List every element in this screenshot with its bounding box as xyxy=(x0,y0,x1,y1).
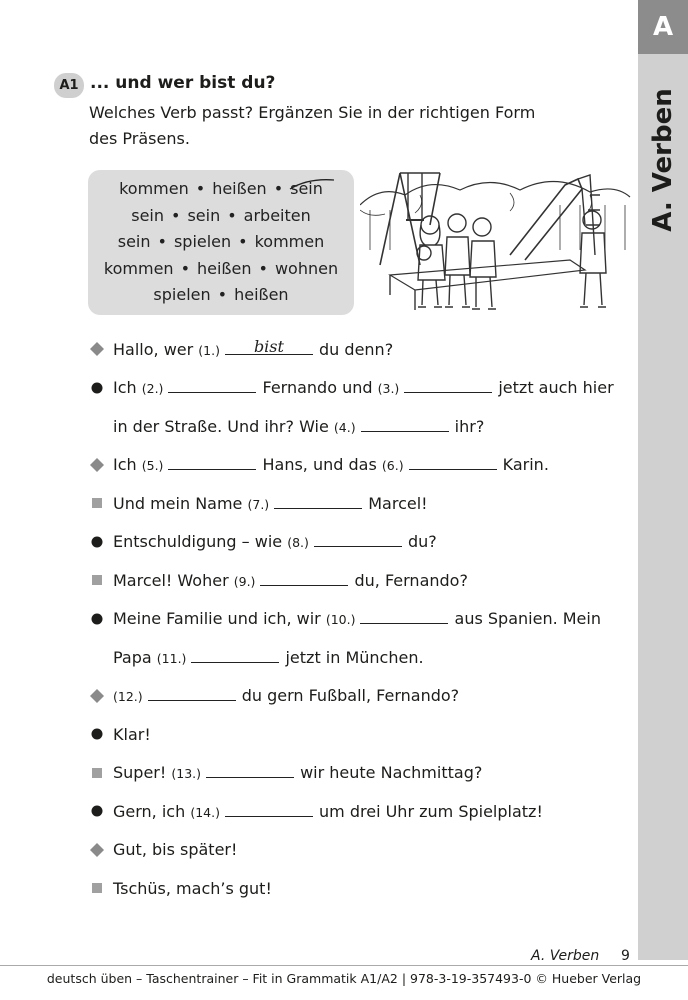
word-separator: • xyxy=(273,179,284,199)
dialog-line xyxy=(89,330,629,369)
section-side-tab xyxy=(638,0,688,960)
answer-blank[interactable] xyxy=(314,534,402,547)
word-option: spielen xyxy=(153,285,211,305)
gap-number: (13.) xyxy=(171,766,205,782)
sample-answer: bist xyxy=(253,336,284,356)
word-option: heißen xyxy=(197,258,252,278)
word-box-line xyxy=(119,176,323,203)
gap-number: (4.) xyxy=(333,419,360,435)
word-separator: • xyxy=(180,258,190,278)
dialog-exercise xyxy=(89,330,629,908)
word-option: sein xyxy=(187,205,221,225)
word-option: sein xyxy=(131,205,165,225)
dialog-text: Ich (5.) Hans, und das (6.) Karin. xyxy=(113,455,549,475)
answer-blank[interactable] xyxy=(225,336,313,356)
page-number: 9 xyxy=(621,948,630,964)
answer-blank[interactable] xyxy=(191,650,279,663)
word-option: kommen xyxy=(103,258,174,278)
circle-bullet-icon xyxy=(89,534,105,550)
word-separator: • xyxy=(195,179,206,199)
answer-blank[interactable] xyxy=(168,457,256,470)
word-option: wohnen xyxy=(274,258,339,278)
dialog-text: Papa (11.) jetzt in München. xyxy=(113,647,424,667)
word-option: kommen xyxy=(119,179,189,199)
dialog-text: Und mein Name (7.) Marcel! xyxy=(113,493,428,513)
page-section-label: A. Verben xyxy=(531,948,600,964)
section-title-vertical: A. Verben xyxy=(648,88,678,232)
word-separator: • xyxy=(258,258,268,278)
answer-blank[interactable] xyxy=(206,765,294,778)
dialog-text: (12.) du gern Fußball, Fernando? xyxy=(113,686,460,706)
dialog-text: Entschuldigung – wie (8.) du? xyxy=(113,532,437,552)
dialog-text: Gern, ich (14.) um drei Uhr zum Spielplatz! xyxy=(113,801,543,821)
dialog-line xyxy=(89,638,629,677)
gap-number: (2.) xyxy=(141,381,168,397)
word-box xyxy=(88,170,354,315)
playground-illustration xyxy=(360,165,632,315)
dialog-line xyxy=(89,715,629,754)
exercise-title: ... und wer bist du? xyxy=(90,73,276,93)
diamond-bullet-icon xyxy=(89,688,105,704)
dialog-line xyxy=(89,369,629,408)
dialog-line xyxy=(89,561,629,600)
answer-blank[interactable] xyxy=(225,804,313,817)
diamond-bullet-icon xyxy=(89,341,105,357)
dialog-text: Tschüs, mach’s gut! xyxy=(113,878,272,898)
dialog-text: Gut, bis später! xyxy=(113,840,238,860)
answer-blank[interactable] xyxy=(360,611,448,624)
word-box-line xyxy=(118,229,325,256)
dialog-line xyxy=(89,446,629,485)
word-option: heißen xyxy=(234,285,289,305)
dialog-line xyxy=(89,484,629,523)
word-option: spielen xyxy=(173,232,232,252)
gap-number: (14.) xyxy=(190,804,224,820)
exercise-number-badge: A1 xyxy=(54,73,84,98)
gap-number: (12.) xyxy=(113,689,147,705)
exercise-instruction: Welches Verb passt? Ergänzen Sie in der richtigen Form des Präsens. xyxy=(89,103,536,148)
gap-number: (6.) xyxy=(381,458,408,474)
word-separator: • xyxy=(238,232,248,252)
circle-bullet-icon xyxy=(89,611,105,627)
answer-blank[interactable] xyxy=(409,457,497,470)
word-separator: • xyxy=(227,205,237,225)
square-bullet-icon xyxy=(89,495,105,511)
diamond-bullet-icon xyxy=(89,842,105,858)
word-separator: • xyxy=(217,285,228,305)
word-option-used: sein xyxy=(290,176,323,203)
dialog-line xyxy=(89,523,629,562)
diamond-bullet-icon xyxy=(89,457,105,473)
footer-divider xyxy=(0,965,688,966)
dialog-line xyxy=(89,792,629,831)
gap-number: (5.) xyxy=(141,458,168,474)
answer-blank[interactable] xyxy=(404,380,492,393)
answer-blank[interactable] xyxy=(168,380,256,393)
dialog-line xyxy=(89,831,629,870)
strikethrough-mark xyxy=(288,178,336,192)
circle-bullet-icon xyxy=(89,803,105,819)
word-box-line xyxy=(104,256,338,283)
gap-number: (8.) xyxy=(287,535,313,551)
answer-blank[interactable] xyxy=(274,496,362,509)
dialog-line xyxy=(89,407,629,446)
word-separator: • xyxy=(157,232,167,252)
dialog-text: in der Straße. Und ihr? Wie (4.) ihr? xyxy=(113,416,485,436)
footer-credit: deutsch üben – Taschentrainer – Fit in Grammatik A1/A2 | 978-3-19-357493-0 © Hueber Verlag xyxy=(46,971,642,986)
word-option: kommen xyxy=(254,232,325,252)
word-option: arbeiten xyxy=(243,205,311,225)
gap-number: (10.) xyxy=(325,612,360,628)
dialog-line xyxy=(89,754,629,793)
dialog-text: Super! (13.) wir heute Nachmittag? xyxy=(113,763,483,783)
gap-number: (1.) xyxy=(198,342,224,358)
answer-blank[interactable] xyxy=(361,419,449,432)
gap-number: (3.) xyxy=(377,381,404,397)
section-letter: A xyxy=(638,0,688,54)
dialog-text: Marcel! Woher (9.) du, Fernando? xyxy=(113,570,468,590)
word-box-line xyxy=(131,203,311,230)
dialog-text: Klar! xyxy=(113,724,151,744)
square-bullet-icon xyxy=(89,880,105,896)
circle-bullet-icon xyxy=(89,726,105,742)
gap-number: (7.) xyxy=(247,496,274,512)
answer-blank[interactable] xyxy=(148,688,236,701)
answer-blank[interactable] xyxy=(260,573,348,586)
word-option: sein xyxy=(117,232,151,252)
square-bullet-icon xyxy=(89,765,105,781)
gap-number: (11.) xyxy=(156,650,191,666)
dialog-text: Hallo, wer (1.) bist du denn? xyxy=(113,336,394,359)
dialog-text: Meine Familie und ich, wir (10.) aus Spanien. Mein xyxy=(113,609,601,629)
dialog-line xyxy=(89,677,629,716)
dialog-line xyxy=(89,600,629,639)
word-separator: • xyxy=(171,205,181,225)
dialog-line xyxy=(89,869,629,908)
dialog-text: Ich (2.) Fernando und (3.) jetzt auch hier xyxy=(113,378,614,398)
word-option: heißen xyxy=(212,179,267,199)
word-box-line xyxy=(153,282,288,309)
square-bullet-icon xyxy=(89,572,105,588)
gap-number: (9.) xyxy=(233,573,260,589)
circle-bullet-icon xyxy=(89,380,105,396)
